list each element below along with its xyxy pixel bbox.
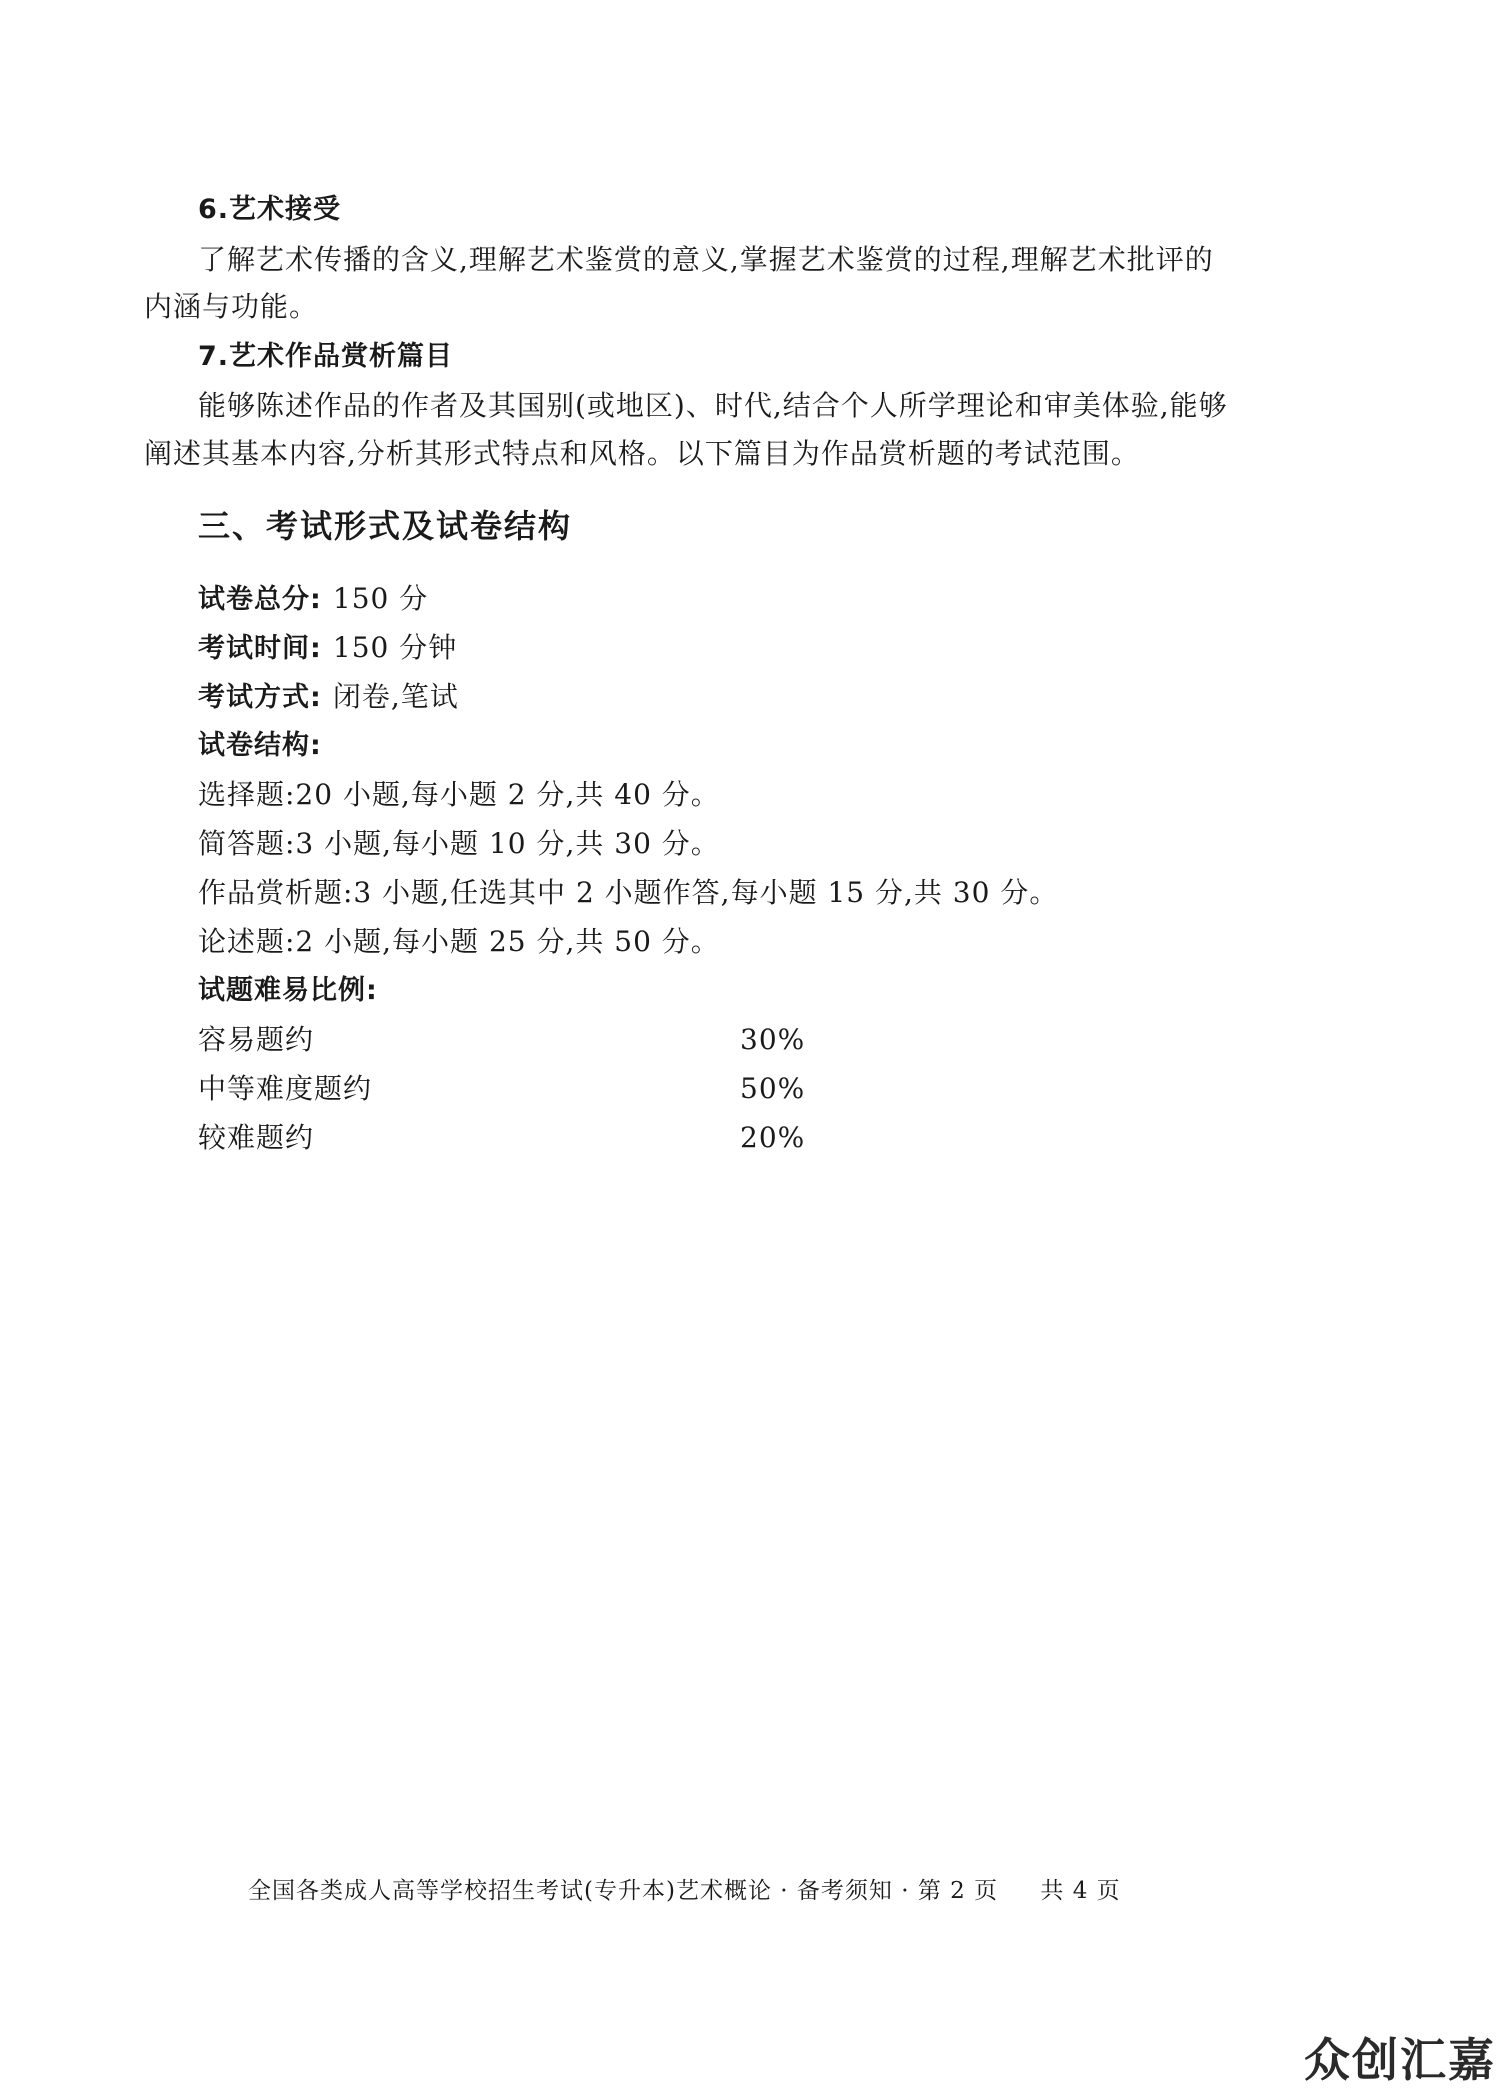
section-7-paragraph-line-1: 能够陈述作品的作者及其国别(或地区)、时代,结合个人所学理论和审美体验,能够 [198,389,1228,422]
exam-time-row [198,631,458,664]
difficulty-easy-percent: 30% [740,1023,806,1056]
difficulty-hard-percent: 20% [740,1121,806,1154]
section-6-paragraph-line-1: 了解艺术传播的含义,理解艺术鉴赏的意义,掌握艺术鉴赏的过程,理解艺术批评的 [198,243,1214,276]
difficulty-medium-label: 中等难度题约 [198,1072,373,1105]
difficulty-hard-label: 较难题约 [198,1121,315,1154]
structure-item-choice: 选择题:20 小题,每小题 2 分,共 40 分。 [198,778,720,811]
paper-structure-label: 试卷结构: [198,730,322,761]
section-7-heading: 7.艺术作品赏析篇目 [198,341,454,372]
part-3-heading: 三、考试形式及试卷结构 [198,507,573,545]
structure-item-essay: 论述题:2 小题,每小题 25 分,共 50 分。 [198,925,720,958]
exam-mode-row [198,680,459,713]
exam-time-label: 考试时间: [198,633,322,664]
section-7-paragraph-line-2: 阐述其基本内容,分析其形式特点和风格。以下篇目为作品赏析题的考试范围。 [144,437,1140,470]
section-6-heading: 6.艺术接受 [198,194,342,225]
section-6-paragraph-line-2: 内涵与功能。 [144,290,319,323]
difficulty-medium-percent: 50% [740,1072,806,1105]
total-score-row [198,582,429,615]
structure-item-short-answer: 简答题:3 小题,每小题 10 分,共 30 分。 [198,827,720,860]
exam-mode-value: 闭卷,笔试 [332,680,459,713]
difficulty-ratio-label: 试题难易比例: [198,975,378,1006]
difficulty-easy-label: 容易题约 [198,1023,315,1056]
footer-total-pages: 共 4 页 [1040,1878,1121,1904]
total-score-value: 150 分 [332,582,429,615]
total-score-label: 试卷总分: [198,584,322,615]
exam-time-value: 150 分钟 [332,631,458,664]
structure-item-appreciation: 作品赏析题:3 小题,任选其中 2 小题作答,每小题 15 分,共 30 分。 [198,876,1059,909]
page-footer [248,1880,1121,1903]
watermark-logo: 众创汇嘉 [1304,2033,1496,2087]
footer-text: 全国各类成人高等学校招生考试(专升本)艺术概论 · 备考须知 · 第 2 页 [248,1878,999,1904]
exam-mode-label: 考试方式: [198,682,322,713]
